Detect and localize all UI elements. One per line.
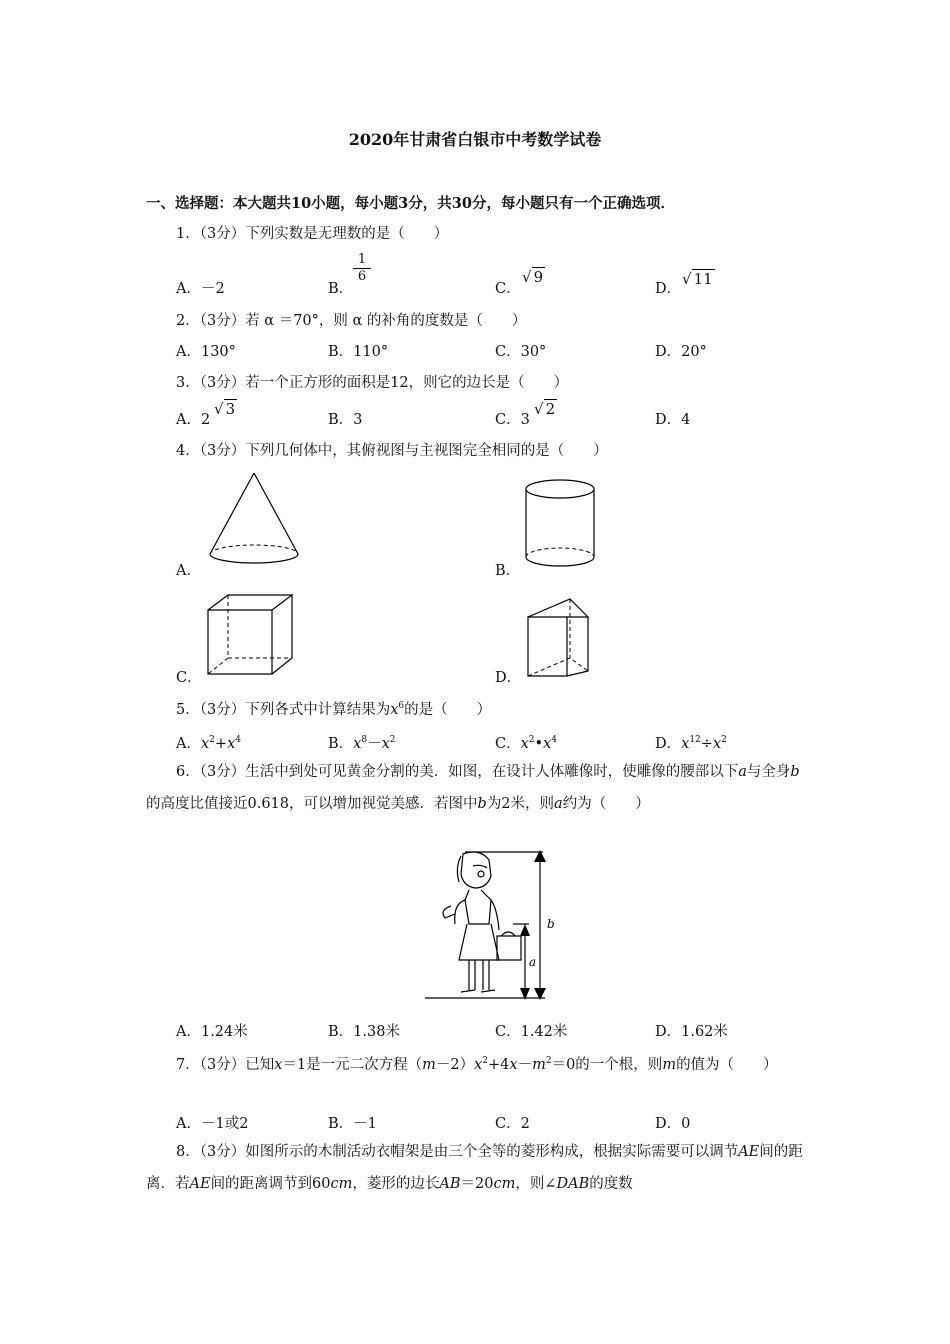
sqrt-sign-icon: √ (214, 400, 224, 418)
q4-option-c: C． (176, 670, 202, 686)
q6-option-d: D．1.62米 (655, 1024, 728, 1040)
q1-d-sqrt: √ 11 (682, 270, 713, 288)
q1-c-sqrt: √ 9 (522, 268, 544, 286)
question-4-stem: 4．（3分）下列几何体中，其俯视图与主视图完全相同的是（ ） (176, 443, 608, 459)
q1-option-b: B． (328, 281, 354, 297)
q1-option-a: A．－2 (176, 281, 225, 297)
question-2-stem: 2．（3分）若 α ＝70°，则 α 的补角的度数是（ ） (176, 313, 527, 329)
q7-option-d: D．0 (655, 1116, 691, 1132)
q4-option-a: A． (176, 563, 201, 579)
q1-option-c: C． (495, 281, 521, 297)
question-8-stem: 8．（3分）如图所示的木制活动衣帽架是由三个全等的菱形构成，根据实际需要可以调节AE间的距离．若AE间的距离调节到60cm，菱形的边长AB＝20cm，则∠DAB的度数 (146, 1144, 803, 1192)
q2-option-a: A．130° (176, 344, 236, 360)
page-title: 2020年甘肃省白银市中考数学试卷 (348, 130, 602, 149)
q2-option-c: C．30° (495, 344, 547, 360)
fig-label-b: b (547, 917, 555, 931)
q5-option-c: C．$x^2•x^4$ (495, 735, 558, 752)
q2-option-d: D．20° (655, 344, 707, 360)
q2-option-b: B．110° (328, 344, 389, 360)
fraction-denominator: 6 (353, 268, 371, 285)
q4-option-b: B． (495, 563, 521, 579)
q3-a-sqrt: √ 3 (214, 400, 236, 418)
q6-option-b: B．1.38米 (328, 1024, 400, 1040)
cylinder-figure (522, 475, 602, 575)
q1-fraction (353, 252, 371, 285)
cone-figure (200, 470, 310, 570)
q3-c-sqrt: √ 2 (534, 400, 556, 418)
cube-figure (205, 592, 300, 682)
q7-option-c: C．2 (495, 1116, 530, 1132)
sqrt-sign-icon: √ (522, 268, 532, 286)
q6-option-a: A．1.24米 (176, 1024, 248, 1040)
question-7-stem: 7．（3分）已知x＝1是一元二次方程$(m-2)x^2+4x-m^2=0$的一个根，则m的值为（ ） (176, 1056, 778, 1073)
question-5-stem: 5．（3分）下列各式中计算结果为$x^6$的是（ ） (176, 701, 492, 718)
question-3-stem: 3．（3分）若一个正方形的面积是12，则它的边长是（ ） (176, 375, 569, 391)
question-1-stem: 1．（3分）下列实数是无理数的是（ ） (176, 226, 449, 242)
q3-option-c: C．3 (495, 412, 530, 428)
q4-option-d: D． (495, 670, 522, 686)
q7-option-b: B．－1 (328, 1116, 377, 1132)
q3-option-d: D．4 (655, 412, 691, 428)
fraction-numerator: 1 (357, 252, 367, 267)
q5-option-d: D．$x^{12}\div x^2$ (655, 735, 727, 752)
q3-option-b: B．3 (328, 412, 363, 428)
q7-option-a: A．－1或2 (176, 1116, 249, 1132)
statue-figure (425, 848, 565, 1006)
sqrt-sign-icon: √ (534, 400, 544, 418)
q5-option-b: B．$x^8-x^2$ (328, 735, 396, 752)
triangular-prism-figure (525, 594, 600, 684)
fig-label-a: a (529, 955, 537, 969)
sqrt-sign-icon: √ (682, 270, 692, 288)
question-6-stem: 6．（3分）生活中到处可见黄金分割的美．如图，在设计人体雕像时，使雕像的腰部以下a与全身b的高度比值接近0.618，可以增加视觉美感．若图中b为2米，则a约为（ ） (146, 764, 800, 812)
q5-option-a: A．$x^2+x^4$ (176, 735, 241, 752)
q6-option-c: C．1.42米 (495, 1024, 568, 1040)
q1-option-d: D． (655, 281, 682, 297)
section-heading: 一、选择题：本大题共10小题，每小题3分，共30分，每小题只有一个正确选项． (146, 195, 675, 212)
q3-option-a: A．2 (176, 412, 211, 428)
